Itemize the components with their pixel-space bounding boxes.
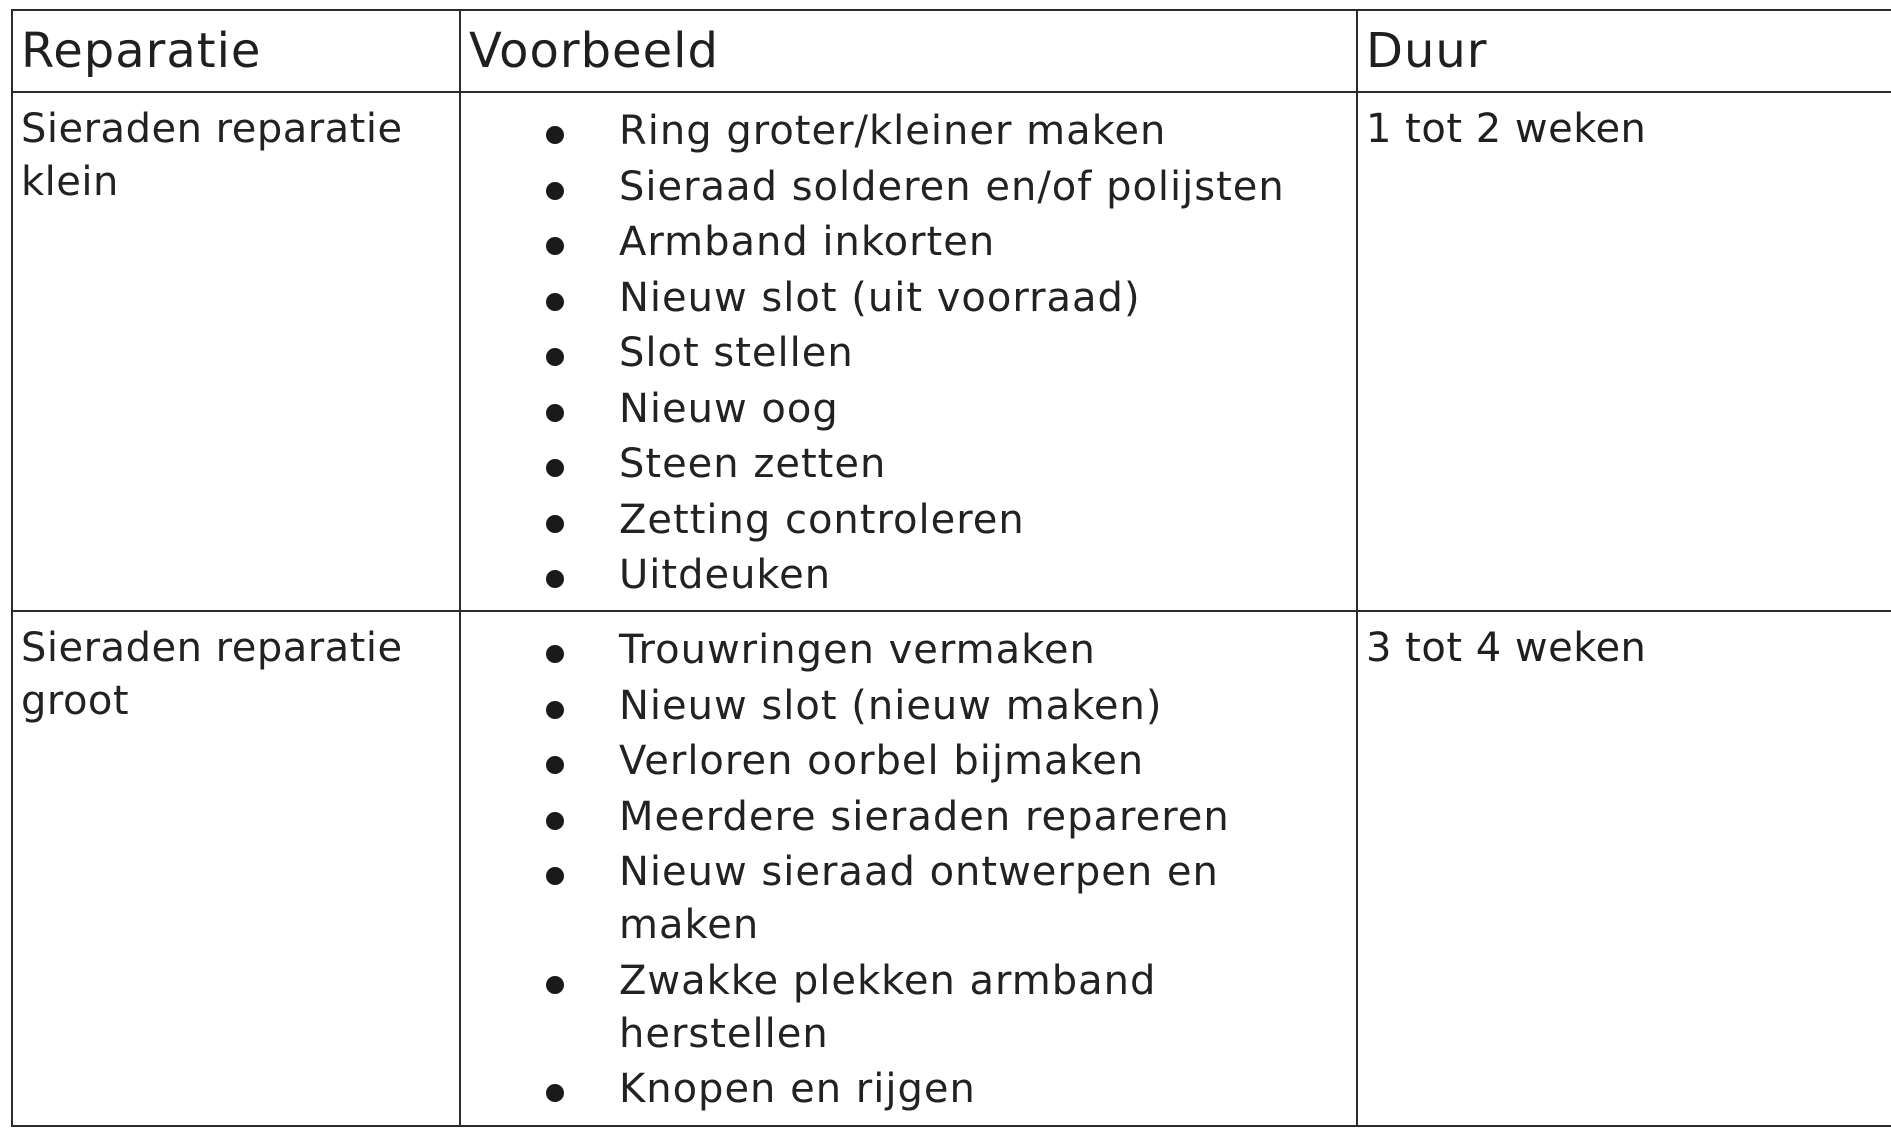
examples-list — [461, 612, 1356, 1116]
list-item-text: Nieuw oog — [619, 385, 839, 432]
bullet-icon — [546, 1063, 586, 1116]
table-row — [12, 92, 1891, 611]
bullet-icon — [546, 846, 586, 899]
list-item — [461, 846, 1356, 952]
table-row — [12, 611, 1891, 1126]
list-item-text: Trouwringen vermaken — [619, 627, 1096, 673]
bullet-icon — [546, 624, 586, 677]
list-item-text: Nieuw slot (uit voorraad) — [619, 274, 1141, 321]
bullet-icon — [546, 161, 586, 214]
list-item — [461, 272, 1356, 325]
bullet-icon — [546, 216, 586, 269]
list-item — [461, 161, 1356, 214]
bullet-icon — [546, 383, 586, 436]
list-item-text: Zetting controleren — [619, 496, 1025, 543]
bullet-icon — [546, 791, 586, 844]
bullet-icon — [546, 735, 586, 788]
list-item-text: Zwakke plekken armband herstellen — [619, 957, 1157, 1057]
list-item — [461, 624, 1356, 677]
duration-cell: 1 tot 2 weken — [1357, 92, 1891, 611]
list-item — [461, 955, 1356, 1061]
list-item-text: Steen zetten — [619, 441, 887, 487]
bullet-icon — [546, 680, 586, 733]
header-voorbeeld: Voorbeeld — [460, 10, 1357, 92]
bullet-icon — [546, 272, 586, 325]
list-item — [461, 1063, 1356, 1116]
list-item-text: Uitdeuken — [619, 552, 832, 598]
list-item — [461, 105, 1356, 158]
list-item-text: Ring groter/kleiner maken — [619, 108, 1167, 154]
list-item-text: Meerdere sieraden repareren — [619, 793, 1230, 840]
duration-cell: 3 tot 4 weken — [1357, 611, 1891, 1126]
bullet-icon — [546, 327, 586, 380]
examples-list — [461, 93, 1356, 602]
list-item — [461, 735, 1356, 788]
list-item — [461, 438, 1356, 491]
table-header-row — [12, 10, 1891, 92]
list-item-text: Sieraad solderen en/of polijsten — [619, 163, 1285, 210]
list-item-text: Armband inkorten — [619, 219, 996, 265]
header-duur: Duur — [1357, 10, 1891, 92]
list-item — [461, 680, 1356, 733]
bullet-icon — [546, 955, 586, 1008]
list-item-text: Nieuw sieraad ontwerpen en maken — [619, 849, 1219, 948]
list-item-text: Nieuw slot (nieuw maken) — [619, 682, 1163, 729]
bullet-icon — [546, 549, 586, 602]
list-item — [461, 383, 1356, 436]
repair-table — [11, 9, 1891, 1127]
list-item-text: Verloren oorbel bijmaken — [619, 738, 1145, 784]
bullet-icon — [546, 438, 586, 491]
list-item — [461, 327, 1356, 380]
bullet-icon — [546, 105, 586, 158]
examples-cell — [460, 611, 1357, 1126]
list-item — [461, 791, 1356, 844]
header-reparatie: Reparatie — [12, 10, 460, 92]
list-item-text: Slot stellen — [619, 330, 854, 376]
list-item-text: Knopen en rijgen — [619, 1066, 976, 1112]
bullet-icon — [546, 494, 586, 547]
examples-cell — [460, 92, 1357, 611]
repair-name-cell: Sieraden reparatie groot — [12, 611, 460, 1126]
repair-name-cell: Sieraden reparatie klein — [12, 92, 460, 611]
list-item — [461, 494, 1356, 547]
list-item — [461, 549, 1356, 602]
list-item — [461, 216, 1356, 269]
